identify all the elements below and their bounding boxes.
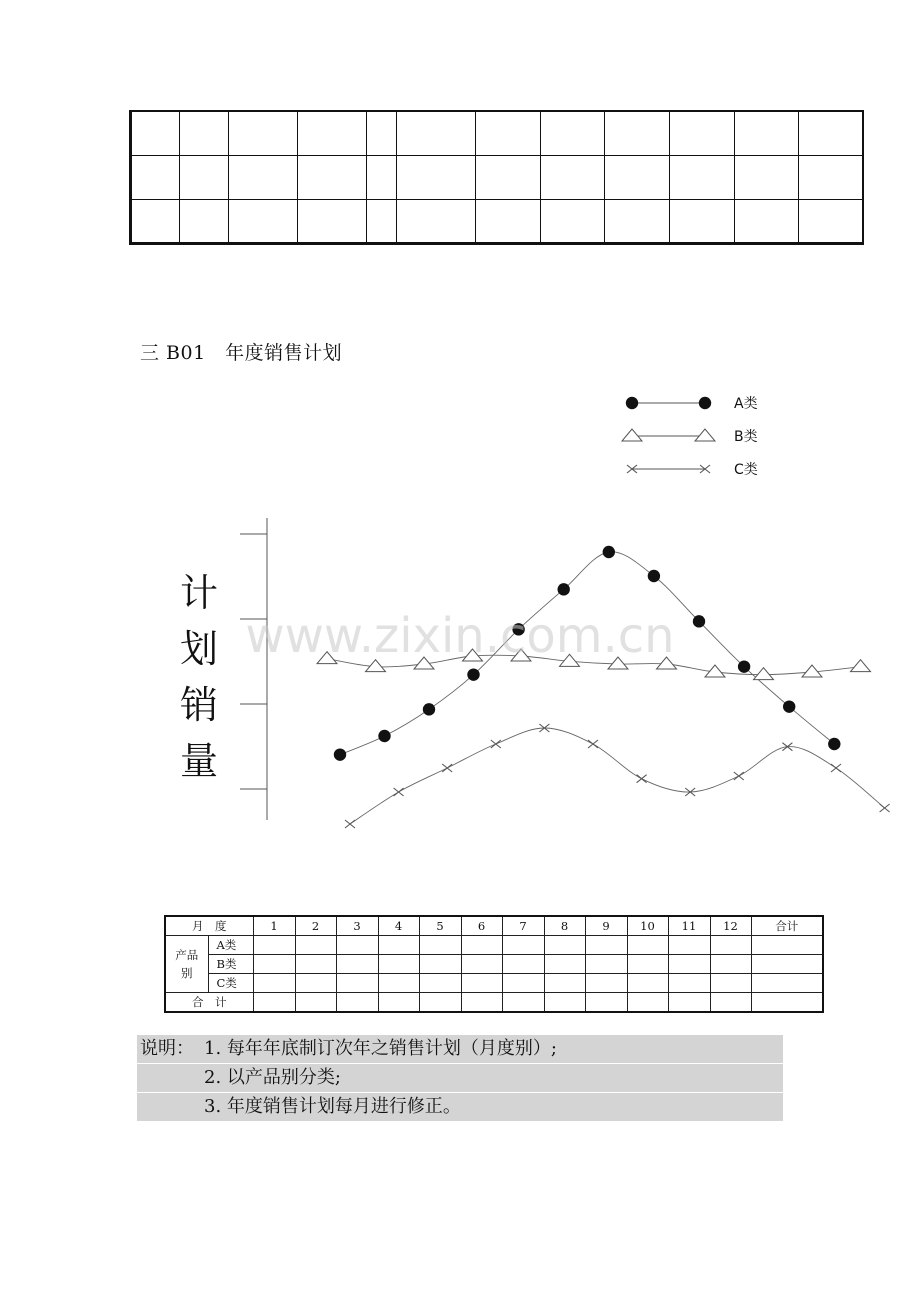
table-cell bbox=[544, 936, 585, 955]
header-cell: 6 bbox=[461, 916, 502, 936]
table-cell bbox=[751, 955, 823, 974]
series-1-point bbox=[783, 700, 795, 712]
table-cell bbox=[295, 955, 336, 974]
table-cell bbox=[710, 974, 751, 993]
table-cell bbox=[585, 955, 627, 974]
series-1-point bbox=[603, 546, 615, 558]
series-2-point bbox=[851, 660, 871, 672]
table-cell bbox=[502, 936, 544, 955]
series-1-point bbox=[423, 703, 435, 715]
header-cell: 11 bbox=[668, 916, 710, 936]
table-cell bbox=[461, 955, 502, 974]
series-3-point bbox=[637, 775, 647, 783]
series-3-point bbox=[588, 740, 598, 748]
category-label: A类 bbox=[208, 936, 253, 955]
table-cell bbox=[253, 936, 295, 955]
table-cell bbox=[419, 936, 461, 955]
table-cell bbox=[627, 936, 668, 955]
series-3-point bbox=[831, 764, 841, 772]
table-cell bbox=[751, 936, 823, 955]
header-month: 月 度 bbox=[165, 916, 253, 936]
table-cell bbox=[627, 974, 668, 993]
table-cell bbox=[668, 936, 710, 955]
table-cell bbox=[585, 993, 627, 1013]
table-cell bbox=[336, 974, 378, 993]
legend-label: B类 bbox=[734, 429, 758, 445]
notes-box bbox=[137, 1035, 783, 1122]
table-cell bbox=[378, 974, 419, 993]
table-cell bbox=[502, 974, 544, 993]
table-cell bbox=[295, 974, 336, 993]
series-3-point bbox=[394, 788, 404, 796]
series-3-point bbox=[442, 764, 452, 772]
header-cell: 8 bbox=[544, 916, 585, 936]
monthly-plan-table bbox=[164, 915, 824, 1013]
header-cell: 12 bbox=[710, 916, 751, 936]
table-cell bbox=[627, 993, 668, 1013]
table-cell bbox=[710, 936, 751, 955]
table-cell bbox=[668, 993, 710, 1013]
header-cell: 2 bbox=[295, 916, 336, 936]
table-cell bbox=[461, 974, 502, 993]
group-label: 产品别 bbox=[165, 936, 208, 993]
sales-plan-chart bbox=[0, 380, 920, 860]
header-cell: 合计 bbox=[751, 916, 823, 936]
series-1-point bbox=[738, 660, 750, 672]
table-cell bbox=[668, 955, 710, 974]
table-cell bbox=[295, 936, 336, 955]
table-cell bbox=[295, 993, 336, 1013]
series-1-point bbox=[693, 615, 705, 627]
chart-legend bbox=[622, 395, 758, 478]
table-cell bbox=[419, 955, 461, 974]
table-cell bbox=[253, 993, 295, 1013]
legend-marker bbox=[699, 397, 711, 409]
total-label: 合 计 bbox=[165, 993, 253, 1013]
series-1-point bbox=[334, 748, 346, 760]
series-3-point bbox=[491, 740, 501, 748]
note-line bbox=[137, 1035, 783, 1063]
notes-lead: 说明： bbox=[140, 1038, 194, 1059]
table-cell bbox=[751, 993, 823, 1013]
table-cell bbox=[627, 955, 668, 974]
table-cell bbox=[585, 974, 627, 993]
table-cell bbox=[502, 993, 544, 1013]
table-cell bbox=[461, 993, 502, 1013]
header-cell: 10 bbox=[627, 916, 668, 936]
table-cell bbox=[336, 993, 378, 1013]
section-title: 三 B01 年度销售计划 bbox=[140, 342, 343, 364]
series-3-point bbox=[880, 804, 890, 812]
header-cell: 9 bbox=[585, 916, 627, 936]
table-cell bbox=[461, 936, 502, 955]
series-line-3 bbox=[350, 728, 885, 824]
series-1-point bbox=[828, 738, 840, 750]
y-axis-label: 计 划 销 量 bbox=[179, 571, 218, 783]
table-cell bbox=[710, 993, 751, 1013]
series-1-point bbox=[467, 668, 479, 680]
series-1-point bbox=[558, 583, 570, 595]
legend-marker bbox=[626, 397, 638, 409]
note-item: 3. 年度销售计划每月进行修正。 bbox=[204, 1096, 461, 1117]
table-cell bbox=[378, 993, 419, 1013]
table-cell bbox=[378, 955, 419, 974]
table-cell bbox=[336, 955, 378, 974]
header-cell: 5 bbox=[419, 916, 461, 936]
table-cell bbox=[751, 974, 823, 993]
legend-label: C类 bbox=[734, 462, 758, 478]
table-cell bbox=[544, 993, 585, 1013]
legend-marker bbox=[622, 429, 642, 441]
table-cell bbox=[419, 974, 461, 993]
table-cell bbox=[544, 974, 585, 993]
category-label: B类 bbox=[208, 955, 253, 974]
table-cell bbox=[253, 955, 295, 974]
series-1-point bbox=[378, 730, 390, 742]
table-cell bbox=[668, 974, 710, 993]
header-cell: 3 bbox=[336, 916, 378, 936]
table-cell bbox=[544, 955, 585, 974]
legend-label: A类 bbox=[734, 396, 758, 412]
empty-grid-table bbox=[129, 110, 864, 245]
note-line bbox=[137, 1064, 783, 1092]
table-cell bbox=[502, 955, 544, 974]
header-cell: 1 bbox=[253, 916, 295, 936]
table-cell bbox=[378, 936, 419, 955]
y-axis bbox=[240, 518, 267, 820]
table-cell bbox=[710, 955, 751, 974]
series-3-point bbox=[345, 820, 355, 828]
category-label: C类 bbox=[208, 974, 253, 993]
table-cell bbox=[253, 974, 295, 993]
legend-marker bbox=[695, 429, 715, 441]
header-cell: 7 bbox=[502, 916, 544, 936]
table-cell bbox=[419, 993, 461, 1013]
note-line bbox=[137, 1093, 783, 1121]
series-2-point bbox=[754, 668, 774, 680]
note-item: 2. 以产品别分类; bbox=[204, 1067, 341, 1088]
series-1-point bbox=[648, 570, 660, 582]
table-cell bbox=[336, 936, 378, 955]
series-3-point bbox=[734, 772, 744, 780]
watermark: www.zixin.com.cn bbox=[245, 608, 675, 664]
header-cell: 4 bbox=[378, 916, 419, 936]
note-item: 1. 每年年底制订次年之销售计划（月度别）; bbox=[204, 1038, 557, 1059]
table-cell bbox=[585, 936, 627, 955]
